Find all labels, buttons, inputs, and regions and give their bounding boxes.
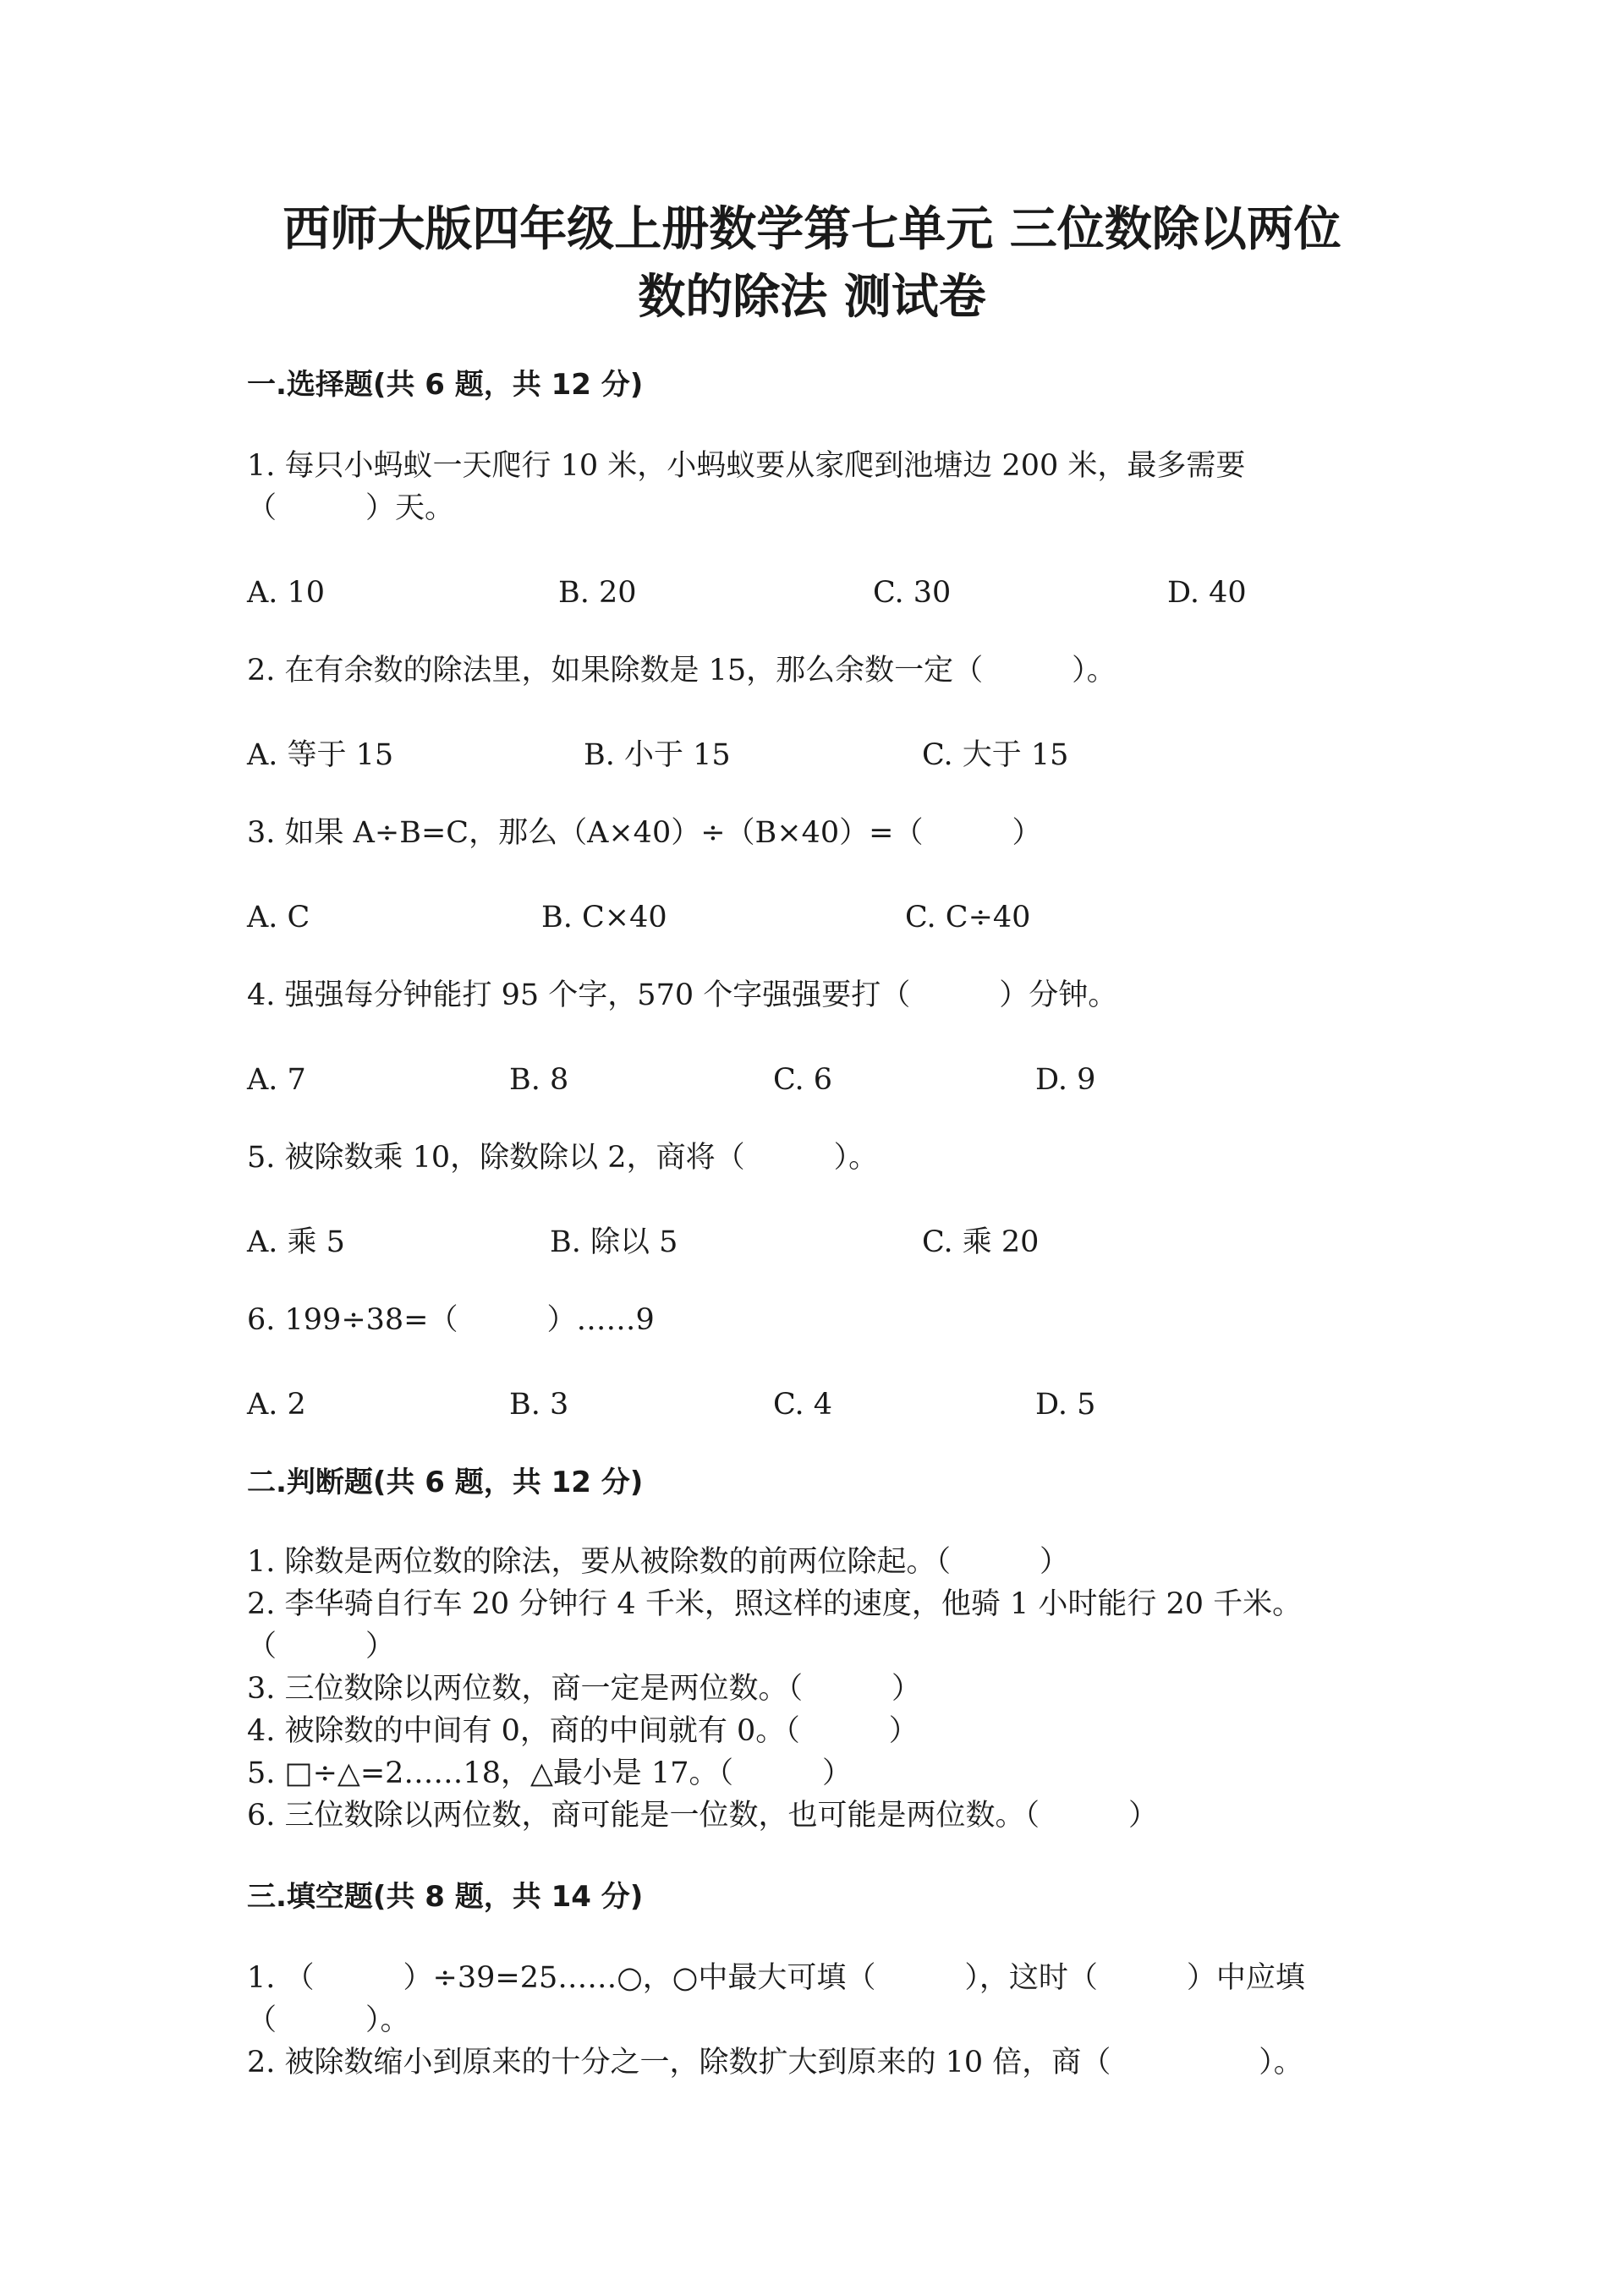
section-heading-choice: 一.选择题(共 6 题，共 12 分) [247,368,644,402]
question-text: 2. 在有余数的除法里，如果除数是 15，那么余数一定（ ）。 [247,654,1116,688]
answer-option: B. 20 [558,576,637,610]
answer-option: B. 除以 5 [550,1225,678,1259]
page-title-line-1: 西师大版四年级上册数学第七单元 三位数除以两位 [283,202,1341,257]
section-heading-fill-blank: 三.填空题(共 8 题，共 14 分) [247,1880,644,1914]
question-text: 1. 每只小蚂蚁一天爬行 10 米，小蚂蚁要从家爬到池塘边 200 米，最多需要 [247,449,1246,483]
section-heading-judgment: 二.判断题(共 6 题，共 12 分) [247,1466,644,1499]
judgment-line: 5. □÷△=2……18，△最小是 17。（ ） [247,1756,853,1790]
answer-option: A. 乘 5 [247,1225,345,1259]
answer-option: C. C÷40 [905,901,1031,934]
answer-option: B. C×40 [541,901,667,934]
judgment-line: 1. 除数是两位数的除法，要从被除数的前两位除起。（ ） [247,1545,1070,1579]
fill-blank-line: 2. 被除数缩小到原来的十分之一，除数扩大到原来的 10 倍，商（ ）。 [247,2046,1303,2080]
answer-option: C. 30 [873,576,952,610]
answer-option: B. 小于 15 [584,738,731,772]
answer-option: A. 10 [247,576,326,610]
answer-option: A. 等于 15 [247,738,394,772]
answer-option: A. C [247,901,310,934]
answer-option: B. 8 [509,1063,569,1097]
answer-option: A. 2 [247,1388,306,1422]
answer-option: B. 3 [509,1388,569,1422]
answer-option: C. 大于 15 [922,738,1069,772]
question-text: （ ）天。 [247,491,455,525]
answer-option: C. 4 [773,1388,833,1422]
page-title-line-2: 数的除法 测试卷 [638,270,986,325]
answer-option: C. 6 [773,1063,833,1097]
fill-blank-line: （ ）。 [247,2003,410,2037]
judgment-line: （ ） [247,1630,396,1663]
judgment-line: 6. 三位数除以两位数，商可能是一位数，也可能是两位数。（ ） [247,1799,1159,1833]
answer-option: D. 9 [1035,1063,1096,1097]
question-text: 5. 被除数乘 10，除数除以 2，商将（ ）。 [247,1141,879,1175]
answer-option: C. 乘 20 [922,1225,1040,1259]
question-text: 4. 强强每分钟能打 95 个字，570 个字强强要打（ ）分钟。 [247,978,1118,1012]
judgment-line: 3. 三位数除以两位数，商一定是两位数。（ ） [247,1672,922,1706]
fill-blank-line: 1. （ ）÷39=25……○，○中最大可填（ ），这时（ ）中应填 [247,1961,1305,1995]
judgment-line: 2. 李华骑自行车 20 分钟行 4 千米，照这样的速度，他骑 1 小时能行 20 千米。 [247,1587,1303,1621]
answer-option: A. 7 [247,1063,306,1097]
question-text: 6. 199÷38=（ ）……9 [247,1303,655,1337]
judgment-line: 4. 被除数的中间有 0，商的中间就有 0。（ ） [247,1714,919,1748]
question-text: 3. 如果 A÷B=C，那么（A×40）÷（B×40）=（ ） [247,816,1042,850]
answer-option: D. 40 [1167,576,1247,610]
answer-option: D. 5 [1035,1388,1096,1422]
